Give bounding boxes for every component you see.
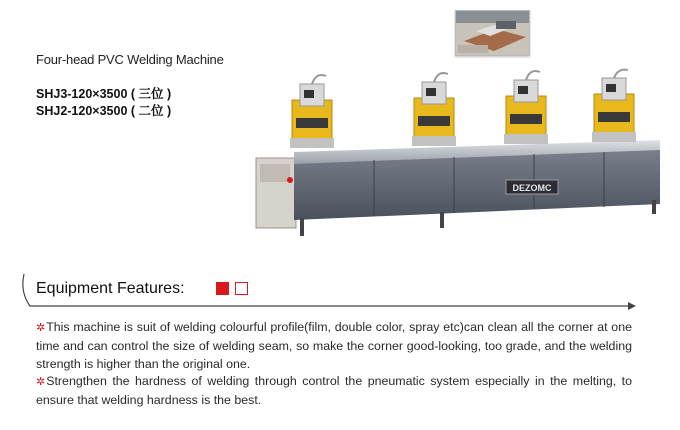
page-title: Four-head PVC Welding Machine — [36, 52, 224, 67]
feature-item-2 — [36, 372, 632, 409]
red-square-outline — [235, 282, 248, 295]
feature-item-1 — [36, 318, 632, 373]
star-bullet-icon: ✲ — [36, 322, 46, 334]
model-line-2: SHJ2-120×3500 ( 二位 ) — [36, 104, 172, 118]
thumbnail-photo[interactable] — [455, 10, 530, 56]
brand-plate-text: DEZOMC — [512, 183, 552, 193]
feature-text-2: Strengthen the hardness of welding through control the pneumatic system especially in the melting, to ensure that welding hardness is the best. — [36, 374, 632, 407]
feature-text-1: This machine is suit of welding colourful profile(film, double color, spray etc)can clean all the corner at one time and can control the size of welding seam, so make the corner good-looking, too grade, and the welding strength is higher than the original one. — [36, 320, 632, 371]
red-square-filled — [216, 282, 229, 295]
features-heading: Equipment Features: — [36, 280, 185, 297]
model-line-1: SHJ3-120×3500 ( 三位 ) — [36, 87, 172, 101]
machine-image — [244, 68, 670, 240]
star-bullet-icon: ✲ — [36, 376, 46, 388]
